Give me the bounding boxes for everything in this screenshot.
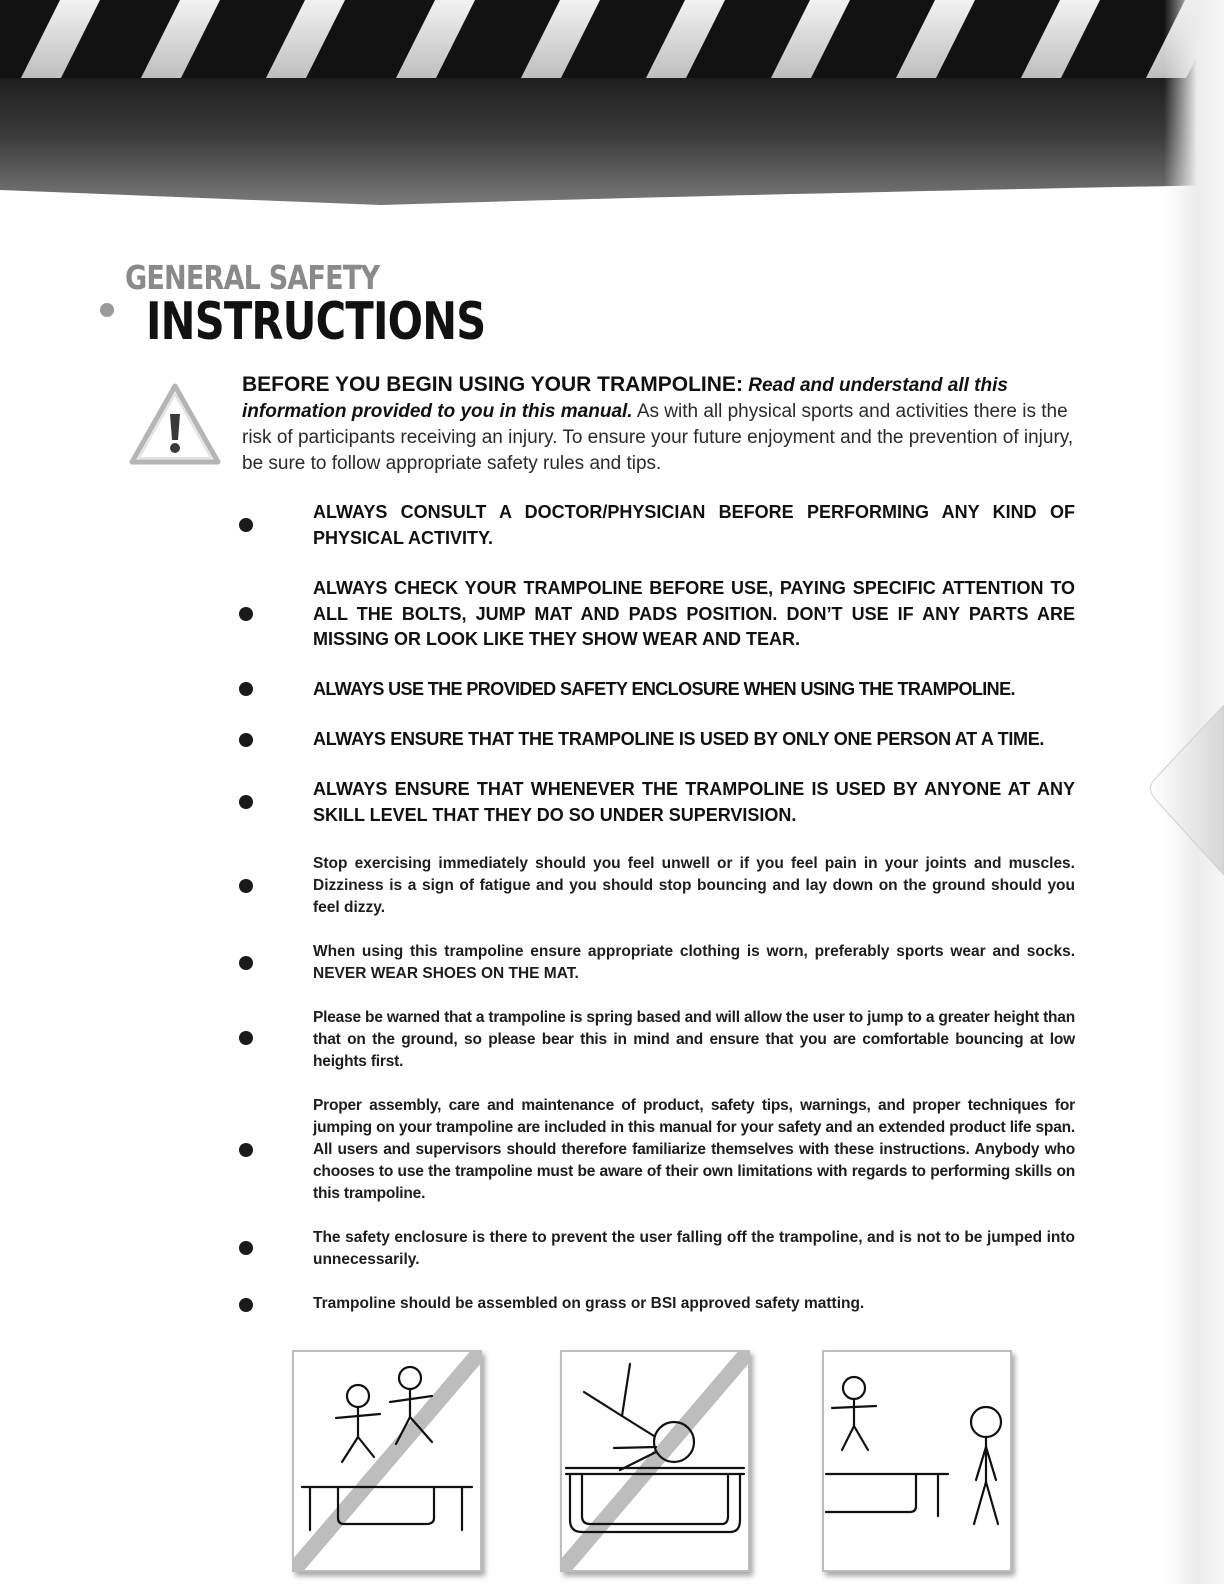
bullet-icon <box>239 1143 253 1157</box>
warning-triangle-icon <box>128 382 222 468</box>
heading-line-1: GENERAL SAFETY <box>125 258 380 297</box>
rule-text: The safety enclosure is there to prevent the user falling off the trampoline, and is not to be jumped into unnecessarily. <box>313 1229 1075 1268</box>
bullet-icon <box>239 1031 253 1045</box>
pictogram-supervision <box>822 1350 1012 1572</box>
rule-text: ALWAYS USE THE PROVIDED SAFETY ENCLOSURE WHEN USING THE TRAMPOLINE. <box>313 679 1015 699</box>
bullet-icon <box>239 733 253 747</box>
bullet-icon <box>239 795 253 809</box>
bullet-icon <box>239 682 253 696</box>
rule-text: Proper assembly, care and maintenance of product, safety tips, warnings, and proper techniques for jumping on your trampoline are included in this manual for your safety and an extended product life span. All users and supervisors should therefore familiarize themselves with these instructions. Anybody who chooses to use the trampoline must be aware of their own limitations with regards to performing skills on this trampoline. <box>313 1097 1075 1202</box>
intro-paragraph <box>242 372 1092 477</box>
bullet-icon <box>239 879 253 893</box>
header-hazard-band <box>0 0 1224 205</box>
page-title: INSTRUCTIONS <box>146 292 486 352</box>
intro-emphasis: Read and understand all this information provided to you in this manual. <box>242 375 1008 422</box>
pictogram-one-jumper <box>292 1350 482 1572</box>
pictogram-no-somersault <box>560 1350 750 1572</box>
supervision-icon <box>824 1352 1010 1570</box>
bullet-icon <box>239 607 253 621</box>
intro-lead: BEFORE YOU BEGIN USING YOUR TRAMPOLINE: <box>242 373 743 396</box>
rule-text: When using this trampoline ensure appropriate clothing is worn, preferably sports wear and socks. NEVER WEAR SHOES ON THE MAT. <box>313 943 1075 982</box>
rule-text: ALWAYS CHECK YOUR TRAMPOLINE BEFORE USE, PAYING SPECIFIC ATTENTION TO ALL THE BOLTS, JUMP MAT AND PADS POSITION. DON’T USE IF ANY PARTS ARE MISSING OR LOOK LIKE THEY SHOW WEAR AND TEAR. <box>313 578 1075 649</box>
intro-body: As with all physical sports and activities there is the risk of participants receiving an injury. To ensure your future enjoyment and the prevention of injury, be sure to follow appropriate safety rules and tips. <box>242 401 1074 474</box>
rule-text: ALWAYS CONSULT A DOCTOR/PHYSICIAN BEFORE PERFORMING ANY KIND OF PHYSICAL ACTIVITY. <box>313 502 1075 548</box>
page-curl <box>1124 705 1224 885</box>
bullet-icon <box>239 518 253 532</box>
rule-text: ALWAYS ENSURE THAT THE TRAMPOLINE IS USED BY ONLY ONE PERSON AT A TIME. <box>313 729 1045 749</box>
rule-text: Please be warned that a trampoline is spring based and will allow the user to jump to a greater height than that on the ground, so please bear this in mind and ensure that you are comfortable bouncing at low heights first. <box>313 1009 1075 1070</box>
no-somersault-icon <box>562 1352 748 1570</box>
rule-text: Stop exercising immediately should you feel unwell or if you feel pain in your joints and muscles. Dizziness is a sign of fatigue and you should stop bouncing and lay down on the ground should you feel dizzy. <box>313 855 1075 916</box>
rule-text: Trampoline should be assembled on grass or BSI approved safety matting. <box>313 1295 865 1312</box>
no-multiple-jumpers-icon <box>294 1352 480 1570</box>
bullet-icon <box>239 1241 253 1255</box>
bullet-icon <box>239 1298 253 1312</box>
bullet-icon <box>239 956 253 970</box>
rule-text: ALWAYS ENSURE THAT WHENEVER THE TRAMPOLINE IS USED BY ANYONE AT ANY SKILL LEVEL THAT THEY DO SO UNDER SUPERVISION. <box>313 779 1075 825</box>
title-bullet <box>100 303 114 317</box>
